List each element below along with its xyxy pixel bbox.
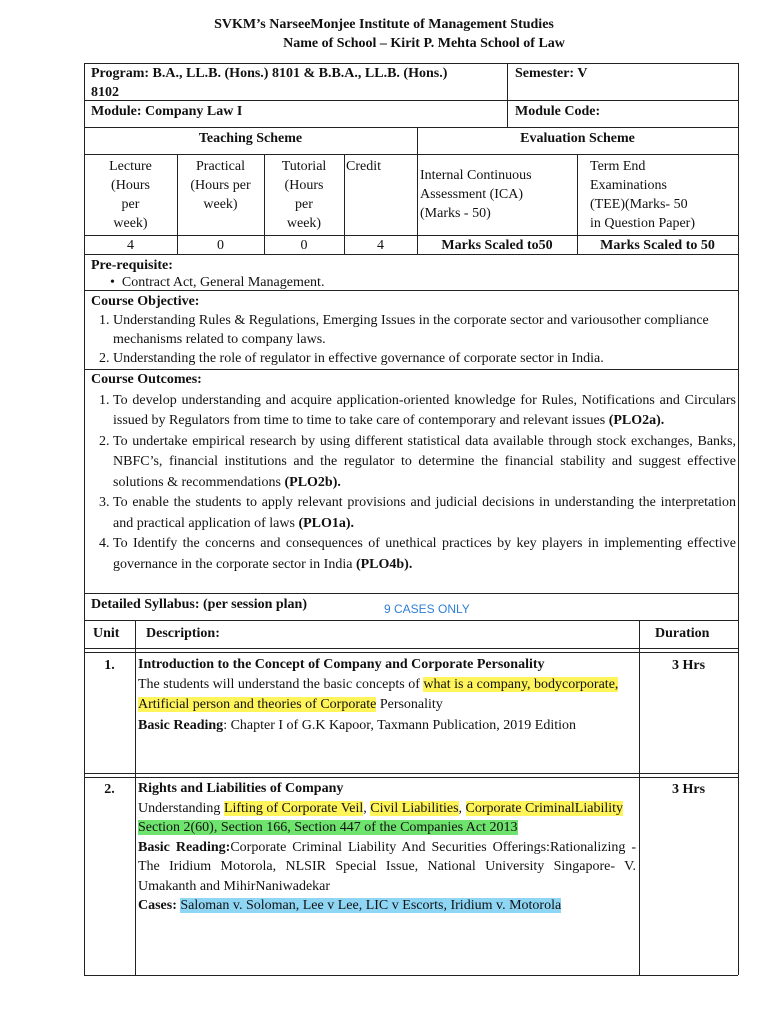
tutorial-heading: Tutorial (Hours per week) bbox=[281, 159, 327, 231]
outcome-item: 3. To enable the students to apply relevant provisions and judicial decisions in understanding the interpretation and practical application of laws (PLO1a). bbox=[113, 493, 736, 534]
practical-heading: Practical (Hours per week) bbox=[190, 159, 251, 212]
highlight: what is a company, bodycorporate, Artificial person and theories of Corporate bbox=[138, 677, 619, 712]
unit-number: 2. bbox=[104, 782, 115, 797]
unit-duration: 3 Hrs bbox=[671, 782, 706, 797]
outcome-item: 2. To undertake empirical research by using different statistical data available through stock exchanges, Banks, NBFC’s, financial institutions and the regulator to determine the financial stability and suggest effective solutions & recommendations (PLO2b). bbox=[113, 432, 736, 494]
highlight: Section 2(60), Section 166, Section 447 of the Companies Act 2013 bbox=[138, 820, 518, 835]
credit-value: 4 bbox=[377, 238, 384, 253]
objective-item: 1. Understanding Rules & Regulations, Emerging Issues in the corporate sector and variousother compliance mechanisms related to company laws. bbox=[113, 311, 735, 349]
lecture-heading: Lecture (Hours per week) bbox=[109, 159, 152, 231]
course-outcomes bbox=[91, 370, 736, 575]
course-objective bbox=[91, 292, 735, 368]
highlight: Saloman v. Soloman, Lee v Lee, LIC v Escorts, Iridium v. Motorola bbox=[180, 898, 562, 913]
prereq-label: Pre-requisite: bbox=[91, 258, 173, 273]
unit-title: Introduction to the Concept of Company and Corporate Personality bbox=[138, 657, 545, 672]
unit-description: Introduction to the Concept of Company and Corporate Personality The students will understand the basic concepts of what is a company, bodycorporate, Artificial person and theories of Corporate Personality Basic Reading: Chapter I of G.K Kapoor, Taxmann Publication, 2019 Edition bbox=[138, 655, 636, 736]
highlight: Corporate CriminalLiability bbox=[465, 800, 624, 816]
unit-duration: 3 Hrs bbox=[671, 658, 706, 673]
outcome-item: 4. To Identify the concerns and consequences of unethical practices by key players in implementing effective governance in the corporate sector in India (PLO4b). bbox=[113, 534, 736, 575]
institute-title: SVKM’s NarseeMonjee Institute of Management Studies bbox=[214, 17, 554, 32]
module-code-label: Module Code: bbox=[515, 104, 601, 119]
unit-title: Rights and Liabilities of Company bbox=[138, 781, 344, 796]
outcome-item: 1. To develop understanding and acquire application-oriented knowledge for Rules, Notifications and Circulars issued by Regulators from time to time to take care of contemporary and relevant issues (PLO2a). bbox=[113, 391, 736, 432]
school-title: Name of School – Kirit P. Mehta School of Law bbox=[283, 36, 565, 51]
semester-label: Semester: V bbox=[515, 66, 588, 81]
syllabus-label: Detailed Syllabus: (per session plan) bbox=[91, 597, 307, 612]
program-label: Program: B.A., LL.B. (Hons.) 8101 & B.B.A., LL.B. (Hons.) 8102 bbox=[91, 66, 448, 100]
unit-column-header: Unit bbox=[93, 626, 120, 641]
evaluation-scheme-heading: Evaluation Scheme bbox=[520, 131, 635, 146]
ica-heading: Internal Continuous Assessment (ICA) (Marks - 50) bbox=[420, 168, 532, 221]
module-label: Module: Company Law I bbox=[91, 104, 243, 119]
duration-column-header: Duration bbox=[655, 626, 710, 641]
tee-value: Marks Scaled to 50 bbox=[600, 238, 715, 253]
teaching-scheme-heading: Teaching Scheme bbox=[198, 131, 303, 146]
unit-number: 1. bbox=[104, 658, 115, 673]
practical-value: 0 bbox=[217, 238, 224, 253]
lecture-value: 4 bbox=[127, 238, 134, 253]
objective-label: Course Objective: bbox=[91, 294, 200, 309]
tee-heading: Term End Examinations (TEE)(Marks- 50 in Question Paper) bbox=[590, 159, 695, 231]
cases-note: 9 CASES ONLY bbox=[384, 602, 470, 616]
description-column-header: Description: bbox=[146, 626, 220, 641]
objective-item: 2. Understanding the role of regulator in effective governance of corporate sector in India. bbox=[113, 349, 735, 368]
bullet-icon: • bbox=[110, 275, 122, 290]
highlight: Civil Liabilities bbox=[370, 800, 459, 816]
ica-value: Marks Scaled to50 bbox=[441, 238, 553, 253]
highlight: Lifting of Corporate Veil bbox=[223, 800, 364, 816]
outcomes-label: Course Outcomes: bbox=[91, 372, 202, 387]
unit-description: Rights and Liabilities of Company Understanding Lifting of Corporate Veil, Civil Liabilities, Corporate CriminalLiability Section 2(60), Section 166, Section 447 of the Companies Act 2013 Basic Reading:Corporate Criminal Liability And Securities Offerings:Rationalizing -The Iridium Motorola, NLSIR Special Issue, National University Singapore- V. Umakanth and MihirNaniwadekar Cases: Saloman v. Soloman, Lee v Lee, LIC v Escorts, Iridium v. Motorola bbox=[138, 781, 636, 913]
credit-heading: Credit bbox=[346, 159, 381, 174]
prereq-item: • Contract Act, General Management. bbox=[110, 275, 325, 290]
tutorial-value: 0 bbox=[300, 238, 308, 253]
